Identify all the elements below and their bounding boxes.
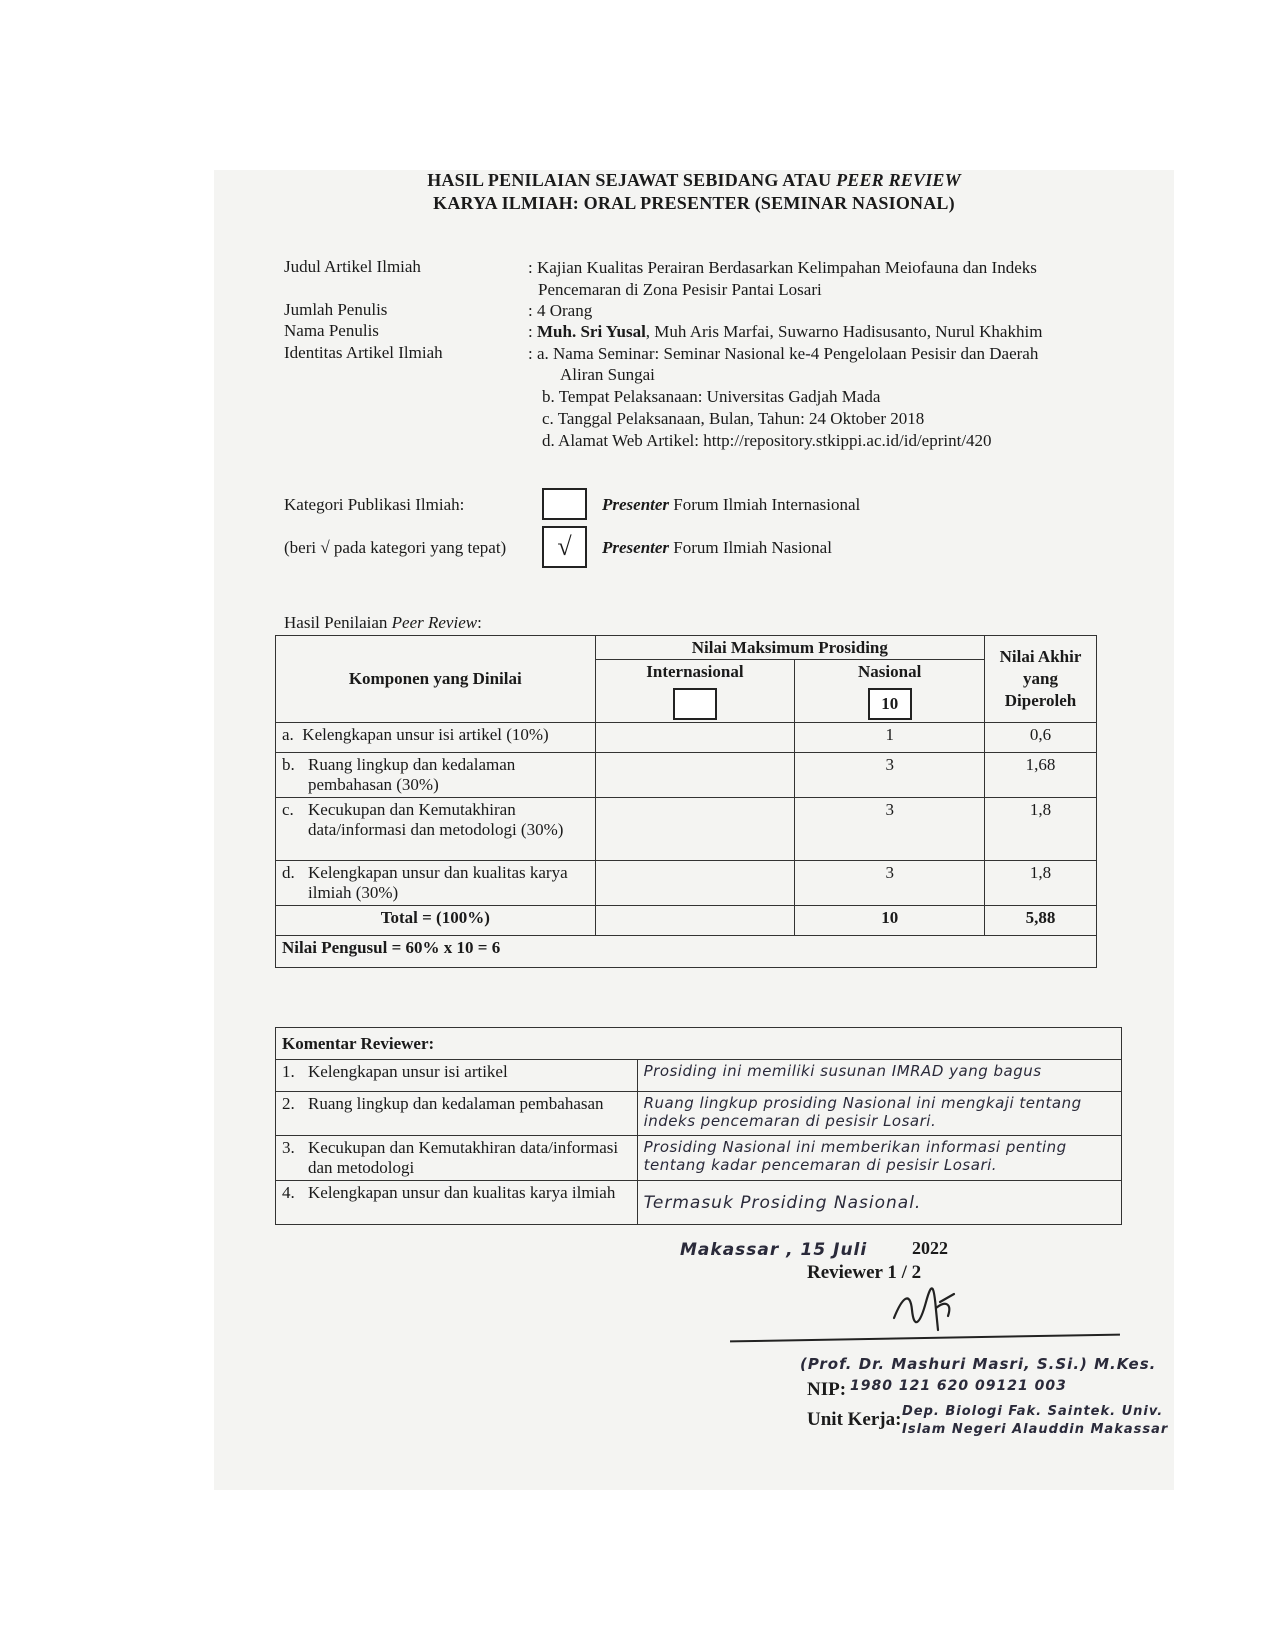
table-row	[276, 1136, 1122, 1181]
identitas-b: b. Tempat Pelaksanaan: Universitas Gadjah Mada	[542, 387, 881, 406]
reviewer-name: (Prof. Dr. Mashuri Masri, S.Si.) M.Kes.	[800, 1355, 1157, 1373]
year: 2022	[912, 1238, 948, 1258]
row-b-nasional: 3	[795, 753, 985, 798]
header-akhir-2: yang	[1023, 669, 1058, 688]
total-row	[276, 906, 1097, 936]
nip-value: 1980 121 620 09121 003	[850, 1378, 1067, 1394]
row-a-nasional: 1	[795, 723, 985, 753]
row-a-akhir: 0,6	[985, 723, 1097, 753]
row-c-akhir: 1,8	[985, 798, 1097, 861]
judul-value-1: : Kajian Kualitas Perairan Berdasarkan Kelimpahan Meiofauna dan Indeks	[528, 258, 1037, 277]
row-number: 4.	[282, 1183, 295, 1202]
identitas-c: c. Tanggal Pelaksanaan, Bulan, Tahun: 24 Oktober 2018	[542, 409, 925, 428]
row-number: 3.	[282, 1138, 295, 1157]
opt1-rest: Forum Ilmiah Internasional	[669, 495, 861, 514]
kategori-option-internasional	[602, 495, 860, 515]
document-title-line1	[214, 170, 1174, 191]
komentar-2-comment: Ruang lingkup prosiding Nasional ini mengkaji tentang indeks pencemaran di pesisir Losari.	[637, 1092, 1121, 1136]
header-nasional-label: Nasional	[858, 662, 922, 681]
header-nasional	[795, 660, 985, 723]
caption-prefix: Hasil Penilaian	[284, 613, 392, 632]
unit-value-2: Islam Negeri Alauddin Makassar	[902, 1422, 1169, 1437]
komentar-4-comment: Termasuk Prosiding Nasional.	[637, 1181, 1121, 1225]
checkbox-nasional[interactable]: √	[542, 526, 587, 568]
signature-icon	[890, 1280, 970, 1340]
row-letter: d.	[282, 863, 295, 882]
review-caption	[284, 613, 482, 633]
row-label: Kecukupan dan Kemutakhiran data/informasi dan metodologi (30%)	[308, 800, 564, 839]
row-letter: a.	[282, 725, 294, 744]
kategori-option-nasional	[602, 538, 832, 558]
header-internasional	[595, 660, 795, 723]
identitas-label: Identitas Artikel Ilmiah	[284, 343, 443, 362]
row-b-akhir: 1,68	[985, 753, 1097, 798]
row-a-label	[276, 723, 596, 753]
header-akhir-3: Diperoleh	[1004, 691, 1077, 710]
total-akhir: 5,88	[985, 906, 1097, 936]
row-letter: b.	[282, 755, 295, 774]
nama-value	[528, 321, 1042, 342]
identitas-a1: : a. Nama Seminar: Seminar Nasional ke-4 Pengelolaan Pesisir dan Daerah	[528, 344, 1039, 363]
kategori-label: Kategori Publikasi Ilmiah:	[284, 495, 465, 514]
komentar-4-label	[276, 1181, 638, 1225]
komentar-table	[275, 1027, 1122, 1225]
table-row	[276, 798, 1097, 861]
reviewer-label: Reviewer 1 / 2	[807, 1262, 922, 1283]
header-akhir	[985, 636, 1097, 723]
unit-value-1: Dep. Biologi Fak. Saintek. Univ.	[902, 1404, 1164, 1419]
judul-label: Judul Artikel Ilmiah	[284, 257, 421, 276]
header-akhir-1: Nilai Akhir	[999, 647, 1082, 666]
nasional-max-box: 10	[868, 688, 912, 720]
nip-label: NIP:	[807, 1379, 847, 1400]
row-label: Ruang lingkup dan kedalaman pembahasan (30%)	[308, 755, 516, 794]
row-c-label	[276, 798, 596, 861]
row-label: Kelengkapan unsur dan kualitas karya ilmiah (30%)	[308, 863, 568, 902]
nama-rest: , Muh Aris Marfai, Suwarno Hadisusanto, Nurul Khakhim	[645, 322, 1043, 341]
title-italic: PEER REVIEW	[836, 170, 961, 190]
komentar-header: Komentar Reviewer:	[276, 1028, 1122, 1060]
review-table	[275, 635, 1097, 968]
row-d-nasional: 3	[795, 861, 985, 906]
header-internasional-label: Internasional	[646, 662, 744, 681]
header-max: Nilai Maksimum Prosiding	[595, 636, 985, 660]
jumlah-value: : 4 Orang	[528, 301, 593, 320]
place-date: Makassar , 15 Juli	[680, 1240, 868, 1260]
opt2-rest: Forum Ilmiah Nasional	[669, 538, 832, 557]
total-internasional	[595, 906, 795, 936]
unit-label: Unit Kerja:	[807, 1409, 902, 1430]
document-title-line2: KARYA ILMIAH: ORAL PRESENTER (SEMINAR NASIONAL)	[433, 193, 955, 213]
komentar-3-comment: Prosiding Nasional ini memberikan informasi penting tentang kadar pencemaran di pesisir Losari.	[637, 1136, 1121, 1181]
row-number: 2.	[282, 1094, 295, 1113]
row-d-label	[276, 861, 596, 906]
table-row	[276, 1181, 1122, 1225]
caption-italic: Peer Review	[391, 613, 478, 632]
nama-first-author: Muh. Sri Yusal	[536, 322, 646, 341]
internasional-max-box	[673, 688, 717, 720]
header-komponen: Komponen yang Dinilai	[276, 636, 596, 723]
table-row	[276, 861, 1097, 906]
row-d-internasional	[595, 861, 795, 906]
table-row	[276, 1092, 1122, 1136]
row-label: Kelengkapan unsur isi artikel	[308, 1062, 508, 1081]
row-number: 1.	[282, 1062, 295, 1081]
komentar-2-label	[276, 1092, 638, 1136]
identitas-a2: Aliran Sungai	[560, 365, 655, 384]
opt2-italic: Presenter	[602, 538, 670, 557]
row-c-internasional	[595, 798, 795, 861]
row-a-internasional	[595, 723, 795, 753]
title-text: HASIL PENILAIAN SEJAWAT SEBIDANG ATAU	[427, 170, 837, 190]
nilai-pengusul: Nilai Pengusul = 60% x 10 = 6	[276, 936, 1097, 968]
judul-value-2: Pencemaran di Zona Pesisir Pantai Losari	[538, 280, 822, 299]
komentar-1-comment: Prosiding ini memiliki susunan IMRAD yang bagus	[637, 1060, 1121, 1092]
total-nasional: 10	[795, 906, 985, 936]
identitas-d: d. Alamat Web Artikel: http://repository.stkippi.ac.id/id/eprint/420	[542, 431, 992, 450]
row-label: Kecukupan dan Kemutakhiran data/informasi dan metodologi	[308, 1138, 619, 1177]
row-label: Kelengkapan unsur isi artikel (10%)	[302, 725, 549, 744]
table-row	[276, 723, 1097, 753]
pengusul-row	[276, 936, 1097, 968]
nama-label: Nama Penulis	[284, 321, 379, 340]
row-b-label	[276, 753, 596, 798]
nama-prefix: :	[528, 322, 537, 341]
row-letter: c.	[282, 800, 294, 819]
row-label: Ruang lingkup dan kedalaman pembahasan	[308, 1094, 604, 1113]
opt1-italic: Presenter	[602, 495, 670, 514]
checkbox-internasional[interactable]	[542, 488, 587, 520]
table-row	[276, 753, 1097, 798]
komentar-1-label	[276, 1060, 638, 1092]
table-row	[276, 1060, 1122, 1092]
total-label: Total = (100%)	[276, 906, 596, 936]
kategori-hint: (beri √ pada kategori yang tepat)	[284, 538, 507, 557]
row-label: Kelengkapan unsur dan kualitas karya ilmiah	[308, 1183, 616, 1202]
komentar-3-label	[276, 1136, 638, 1181]
row-b-internasional	[595, 753, 795, 798]
row-d-akhir: 1,8	[985, 861, 1097, 906]
jumlah-label: Jumlah Penulis	[284, 300, 388, 319]
caption-suffix: :	[477, 613, 482, 632]
row-c-nasional: 3	[795, 798, 985, 861]
